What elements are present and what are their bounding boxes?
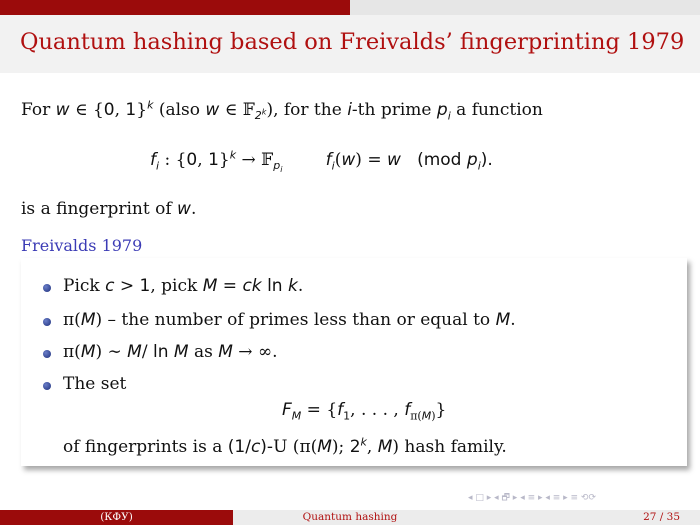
block-title: Freivalds 1979 [21,236,143,255]
footer-title: Quantum hashing [233,510,467,525]
bullet-1 [43,284,51,292]
bullet-3 [43,350,51,358]
fingerprint-statement: is a fingerprint of w. [21,199,197,219]
top-progress-fill [0,0,350,15]
footer [0,510,700,525]
bullet-4 [43,382,51,390]
bullet-2-text: π(M) – the number of primes less than or equal to M. [63,310,516,330]
top-progress-bar [0,0,700,15]
slide-title: Quantum hashing based on Freivalds’ fingerprinting 1979 [20,29,685,55]
hash-family-statement: of fingerprints is a (1/c)-U (π(M); 2$^k$, M) hash family. [63,435,507,457]
beamer-nav-icons[interactable]: ◂ □ ▸ ◂ 🗗 ▸ ◂ ≡ ▸ ◂ ≡ ▸ ≡ ⟲⟳ [468,493,596,503]
footer-institution: (КФУ) [0,510,233,525]
bullet-3-text: π(M) ∼ M/ ln M as M → ∞. [63,342,278,362]
intro-line: For w ∈ {0, 1}$^k$ (also w ∈ 𝔽$_{2^k}$), for the i-th prime $p_i$ a function [21,98,543,123]
footer-page-number: 27 / 35 [643,511,680,523]
bullet-2 [43,318,51,326]
fingerprint-set-equation: $F_M = \{f_1$, . . . , $f_{\pi(M)}$} [282,400,447,423]
bullet-4-text: The set [63,374,127,394]
fingerprint-equation: $f_i$ : {0, 1}$^k$ → 𝔽$_{p_i}$ $f_i(w) = w$ (mod $p_i$). [150,148,493,175]
bullet-1-text: Pick c > 1, pick M = ck ln k. [63,276,304,296]
footer-page-section [467,510,700,525]
